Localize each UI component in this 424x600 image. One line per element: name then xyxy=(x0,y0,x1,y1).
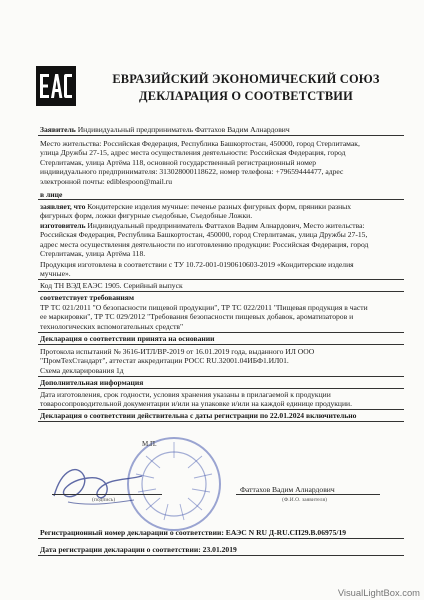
divider xyxy=(38,538,404,539)
seal-label: М.П. xyxy=(142,440,157,448)
divider xyxy=(38,344,404,345)
hs-code-line: Код ТН ВЭД ЕАЭС 1905. Серийный выпуск xyxy=(40,281,183,290)
requirements-line: технологических вспомогательных средств" xyxy=(40,321,184,331)
manufacturer-text: Индивидуальный предприниматель Фаттахов Вадим Алнардович, Место жительства: xyxy=(87,220,365,230)
applicant-label: Заявитель xyxy=(40,125,76,134)
divider xyxy=(38,409,404,410)
divider xyxy=(38,388,404,389)
production-line: Продукция изготовлена в соответствии с ТУ 10.72-001-0190610603-2019 «Кондитерские изделия xyxy=(40,260,354,269)
additional-line: товаросопроводительной документации и/или на упаковке и/или на каждой единице продукции. xyxy=(40,399,353,409)
applicant-address-line: Стерлитамак, улица Артёма 118, основной государственный регистрационный номер xyxy=(40,157,317,167)
document-title: ДЕКЛАРАЦИЯ О СООТВЕТСТВИИ xyxy=(139,89,353,103)
declares-label: заявляет, что xyxy=(40,202,86,211)
applicant-address-line: Место жительства: Российская Федерация, Республика Башкортостан, 450000, город Стерлитамак, xyxy=(40,139,360,148)
requirements-label: соответствует требованиям xyxy=(40,293,135,302)
signer-caption: (Ф.И.О. заявителя) xyxy=(282,497,328,503)
represented-label: в лице xyxy=(40,190,63,199)
applicant-name: Индивидуальный предприниматель Фаттахов Вадим Алнардович xyxy=(77,125,290,134)
manufacturer-line xyxy=(40,221,402,230)
registration-number: Регистрационный номер декларации о соответствии: ЕАЭС N RU Д-RU.СП29.В.06975/19 xyxy=(40,528,347,537)
additional-label: Дополнительная информация xyxy=(40,378,144,387)
watermark: VisualLightBox.com xyxy=(337,587,420,598)
applicant-address-line: индивидуального предпринимателя: 313028000118622, номер телефона: +79659444477, адрес xyxy=(40,167,344,177)
applicant-line xyxy=(40,125,402,134)
applicant-signature-icon xyxy=(48,456,148,516)
basis-label: Декларация о соответствии принята на основании xyxy=(40,334,215,343)
requirements-line: ТР ТС 021/2011 "О безопасности пищевой продукции", ТР ТС 022/2011 "Пищевая продукция в части xyxy=(40,303,368,312)
validity-line: Декларация о соответствии действительна с даты регистрации по 22.01.2024 включительно xyxy=(40,411,357,420)
manufacturer-line: Российская Федерация, Республика Башкортостан, 450000, город Стерлитамак, улица Дружбы 27-15, xyxy=(40,230,368,240)
union-title: ЕВРАЗИЙСКИЙ ЭКОНОМИЧЕСКИЙ СОЮЗ xyxy=(112,72,380,86)
divider xyxy=(38,376,404,377)
divider xyxy=(38,332,404,333)
signature-caption: (подпись) xyxy=(92,497,116,503)
manufacturer-label: изготовитель xyxy=(40,220,86,230)
applicant-address-line: улица Дружбы 27-15, адрес места осуществления деятельности: Российская Федерация, город xyxy=(40,148,346,158)
manufacturer-line: Стерлитамак, улица Артёма 118. xyxy=(40,249,146,258)
signature-line xyxy=(52,494,162,495)
divider xyxy=(38,135,404,136)
applicant-email-line: электронной почты: ediblespoon@mail.ru xyxy=(40,176,173,186)
divider xyxy=(38,555,404,556)
divider xyxy=(38,199,404,200)
product-line: фигурных форм, ложки фигурные съедобные, Съедобные Ложки. xyxy=(40,211,253,221)
signer-line xyxy=(236,494,380,495)
scheme-line: Схема декларирования 1д xyxy=(40,365,124,375)
registration-date: Дата регистрации декларации о соответствии: 23.01.2019 xyxy=(40,545,237,554)
additional-line: Дата изготовления, срок годности, условия хранения указаны в прилагаемой к продукции xyxy=(40,390,331,399)
divider xyxy=(38,421,404,422)
signer-name: Фаттахов Вадим Алнардович xyxy=(240,485,335,494)
basis-line: Протокола испытаний № 3616-ИТЛ/ВР-2019 от 16.01.2019 года, выданного ИЛ ООО xyxy=(40,347,315,356)
eac-logo-icon xyxy=(36,66,76,106)
product-line xyxy=(40,202,402,211)
divider xyxy=(38,279,404,280)
requirements-line: ее маркировки", ТР ТС 029/2012 "Требования безопасности пищевых добавок, ароматизаторов и xyxy=(40,312,354,322)
divider xyxy=(38,291,404,292)
product-text: Кондитерские изделия мучные: печенье разных фигурных форм, пряники разных xyxy=(87,202,352,211)
basis-line: "ПромТехСтандарт", аттестат аккредитации РОСС RU.32001.04ИБФ1.ИЛ01. xyxy=(40,356,289,366)
production-line: мучные». xyxy=(40,269,71,279)
manufacturer-line: адрес места осуществления деятельности по изготовлению продукции: Российская Федерация, город xyxy=(40,239,369,249)
